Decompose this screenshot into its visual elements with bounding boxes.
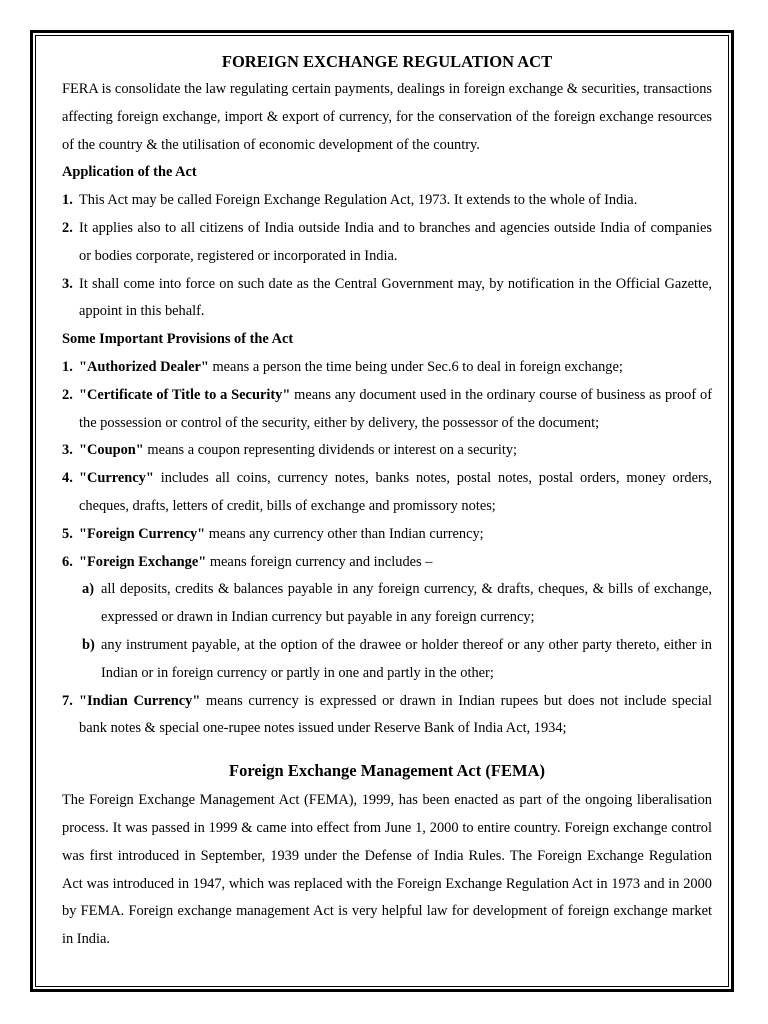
definition-text: means a person the time being under Sec.6 to deal in foreign exchange; <box>208 358 623 375</box>
sub-item-text: all deposits, credits & balances payable in any foreign currency, & drafts, cheques, & bills of exchange, expressed or drawn in Indian currency but payable in any foreign currency; <box>101 581 712 626</box>
application-item <box>62 271 712 327</box>
item-number: 3. <box>62 442 73 459</box>
provision-item <box>62 549 712 577</box>
application-item <box>62 187 712 215</box>
provision-item <box>62 382 712 438</box>
item-number: 1. <box>62 192 73 209</box>
provision-item <box>62 521 712 549</box>
defined-term: "Currency" <box>79 470 154 487</box>
fera-intro: FERA is consolidate the law regulating certain payments, dealings in foreign exchange & securities, transactions affecting foreign exchange, import & export of currency, for the conservation of the foreign exchange resources of the country & the utilisation of economic development of the country. <box>62 81 712 153</box>
definition-text: means any document used in the ordinary course of business as proof of the possession or control of the security, either by delivery, the possessor of the document; <box>79 386 712 431</box>
document-content <box>62 50 712 954</box>
fema-body: The Foreign Exchange Management Act (FEMA), 1999, has been enacted as part of the ongoing liberalisation process. It was passed in 1999 & came into effect from June 1, 2000 to entire country. Foreign exchange control was first introduced in September, 1939 under the Defense of India Rules. The Foreign Exchange Regulation Act was introduced in 1947, which was replaced with the Foreign Exchange Regulation Act in 1973 and in 2000 by FEMA. Foreign exchange management Act is very helpful law for development of foreign exchange market in India. <box>62 792 712 948</box>
provision-item <box>62 465 712 521</box>
application-item <box>62 215 712 271</box>
item-number: 2. <box>62 219 73 236</box>
sub-item-text: any instrument payable, at the option of the drawee or holder thereof or any other party thereto, either in Indian or in foreign currency or partly in one and partly in the other; <box>101 636 712 681</box>
definition-text: means currency is expressed or drawn in Indian rupees but does not include special bank notes & special one-rupee notes issued under Reserve Bank of India Act, 1934; <box>79 692 713 737</box>
fema-title: Foreign Exchange Management Act (FEMA) <box>229 761 545 781</box>
definition-text: includes all coins, currency notes, banks notes, postal notes, postal orders, money orders, cheques, drafts, letters of credit, bills of exchange and promissory notes; <box>79 470 712 514</box>
item-text: It shall come into force on such date as the Central Government may, by notification in the Official Gazette, appoint in this behalf. <box>79 275 712 320</box>
provision-sub-item <box>62 632 712 688</box>
defined-term: "Foreign Currency" <box>79 525 206 542</box>
item-number: 4. <box>62 470 73 487</box>
item-number: 6. <box>62 553 73 570</box>
definition-text: means a coupon representing dividends or interest on a security; <box>143 442 518 459</box>
sub-item-letter: a) <box>82 581 94 598</box>
provision-sub-item <box>62 576 712 632</box>
application-heading: Application of the Act <box>62 164 197 181</box>
defined-term: "Indian Currency" <box>79 692 201 709</box>
item-text: It applies also to all citizens of India outside India and to branches and agencies outside India of companies or bodies corporate, registered or incorporated in India. <box>79 219 712 264</box>
definition-text: means foreign currency and includes – <box>206 553 433 570</box>
defined-term: "Authorized Dealer" <box>79 358 209 375</box>
provision-item <box>62 688 712 744</box>
item-number: 5. <box>62 525 73 542</box>
item-number: 7. <box>62 692 73 709</box>
defined-term: "Coupon" <box>79 442 144 459</box>
defined-term: "Certificate of Title to a Security" <box>79 386 291 403</box>
provision-item <box>62 354 712 382</box>
item-number: 3. <box>62 275 73 292</box>
sub-item-letter: b) <box>82 636 95 653</box>
provisions-heading: Some Important Provisions of the Act <box>62 331 294 348</box>
provision-item <box>62 437 712 465</box>
definition-text: means any currency other than Indian currency; <box>205 525 484 542</box>
defined-term: "Foreign Exchange" <box>79 553 207 570</box>
item-text: This Act may be called Foreign Exchange Regulation Act, 1973. It extends to the whole of India. <box>79 192 638 209</box>
fera-title: FOREIGN EXCHANGE REGULATION ACT <box>221 52 553 71</box>
item-number: 2. <box>62 386 73 403</box>
item-number: 1. <box>62 358 73 375</box>
